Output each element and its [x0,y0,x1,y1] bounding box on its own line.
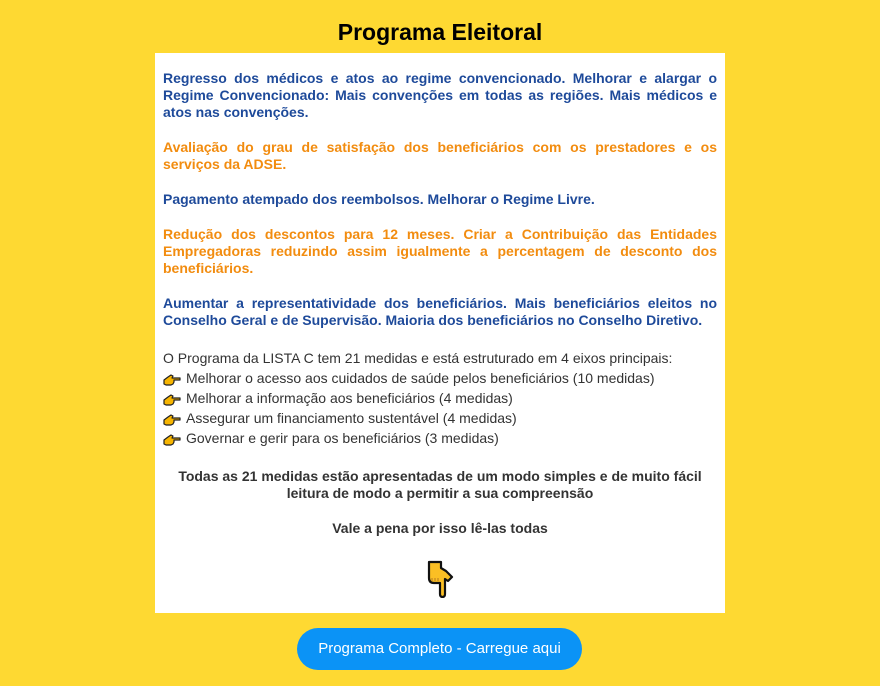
program-paragraph: Regresso dos médicos e atos ao regime convencionado. Melhorar e alargar o Regime Convencionado: Mais convenções em todas as regiões. Mais médicos e atos nas convenções. [163,70,717,120]
program-paragraph: Pagamento atempado dos reembolsos. Melhorar o Regime Livre. [163,191,595,207]
hand-pointing-right-icon [163,373,181,387]
axis-label: Melhorar o acesso aos cuidados de saúde pelos beneficiários (10 medidas) [186,370,655,386]
hand-pointing-right-icon [163,433,181,447]
hand-pointing-down-icon [426,560,454,598]
axis-item [163,388,717,408]
hand-down-container [163,560,717,603]
summary-text: Todas as 21 medidas estão apresentadas de um modo simples e de muito fácil leitura de modo a permitir a sua compreensão [178,468,702,501]
axis-item [163,368,717,388]
axis-item [163,428,717,448]
axis-label: Governar e gerir para os beneficiários (3 medidas) [186,430,499,446]
cta-text: Vale a pena por isso lê-las todas [332,520,548,536]
axes-list [163,368,717,448]
program-paragraph: Aumentar a representatividade dos beneficiários. Mais beneficiários eleitos no Conselho Geral e de Supervisão. Maioria dos beneficiários no Conselho Diretivo. [163,295,717,328]
hand-pointing-right-icon [163,393,181,407]
axis-label: Melhorar a informação aos beneficiários (4 medidas) [186,390,513,406]
program-panel [155,53,725,613]
download-program-button[interactable]: Programa Completo - Carregue aqui [297,628,582,670]
program-paragraph: Redução dos descontos para 12 meses. Criar a Contribuição das Entidades Empregadoras reduzindo assim igualmente a percentagem de desconto dos beneficiários. [163,226,717,276]
axis-label: Assegurar um financiamento sustentável (4 medidas) [186,410,517,426]
hand-pointing-right-icon [163,413,181,427]
program-paragraph: Avaliação do grau de satisfação dos beneficiários com os prestadores e os serviços da ADSE. [163,139,717,172]
program-intro: O Programa da LISTA C tem 21 medidas e está estruturado em 4 eixos principais: [163,350,673,366]
axis-item [163,408,717,428]
page-title: Programa Eleitoral [337,19,543,45]
